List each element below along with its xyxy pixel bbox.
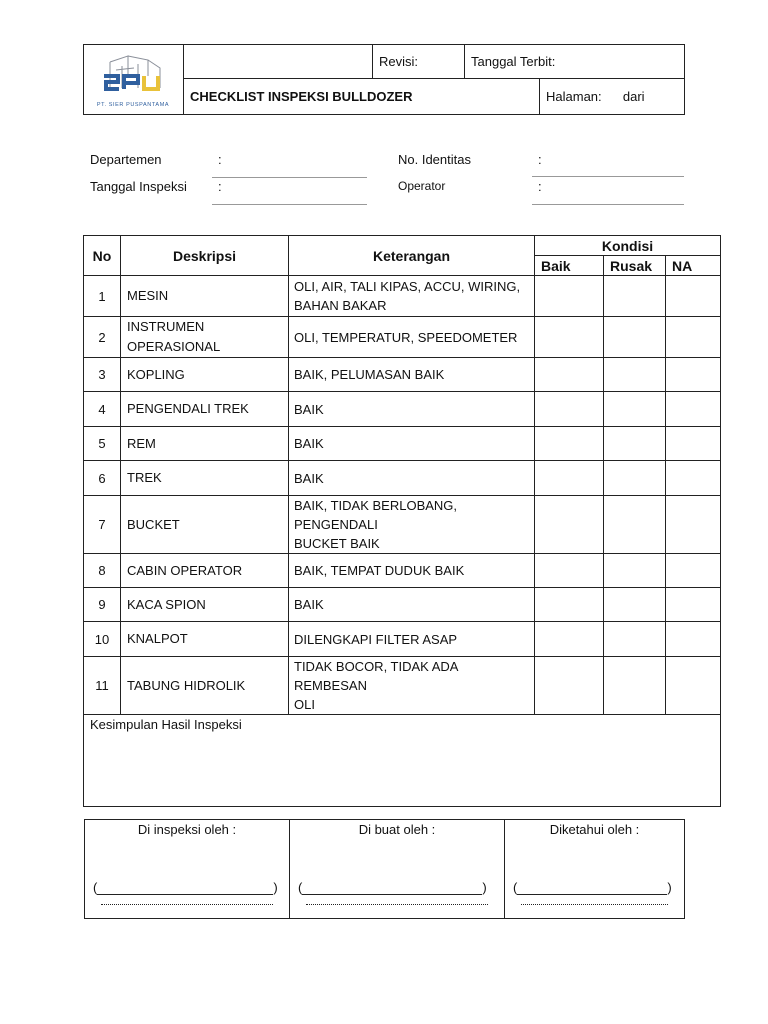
remarks-line: BAHAN BAKAR [294,298,387,313]
condition-good-cell[interactable] [535,427,604,461]
operator-colon: : [538,179,542,194]
remarks-line: BAIK, TIDAK BERLOBANG, [294,498,458,513]
inspector-name-line: ( ) [93,880,278,895]
row-remarks [289,427,535,461]
identity-number-colon: : [538,152,542,167]
remarks-line: BAIK, TEMPAT DUDUK BAIK [294,563,465,578]
header-no: No [84,236,121,276]
condition-na-cell[interactable] [666,657,721,715]
row-number: 2 [84,317,121,358]
description-line: CABIN OPERATOR [127,562,243,578]
remarks-line: TIDAK BOCOR, TIDAK ADA REMBESAN [294,659,458,693]
row-remarks [289,392,535,427]
conclusion-label: Kesimpulan Hasil Inspeksi [90,717,242,732]
description-line: MESIN [127,288,169,303]
row-remarks [289,622,535,657]
condition-na-cell[interactable] [666,358,721,392]
row-remarks [289,496,535,554]
checklist-body [84,276,721,715]
remarks-line: BAIK, PELUMASAN BAIK [294,367,445,382]
row-number: 11 [84,657,121,715]
logo-company-text: PT. SIER PUSPANTAMA [96,102,170,108]
condition-na-cell[interactable] [666,554,721,588]
remarks-line: BAIK [294,436,324,451]
condition-damaged-cell[interactable] [604,657,666,715]
document-title: CHECKLIST INSPEKSI BULLDOZER [184,79,540,115]
row-description [121,461,289,496]
condition-damaged-cell[interactable] [604,317,666,358]
inspected-by-label: Di inspeksi oleh : [137,822,237,837]
row-number: 4 [84,392,121,427]
page-info [540,79,685,115]
row-description [121,392,289,427]
condition-na-cell[interactable] [666,276,721,317]
issue-date-label: Tanggal Terbit: [465,45,685,79]
department-colon: : [218,152,222,167]
condition-na-cell[interactable] [666,461,721,496]
row-description [121,358,289,392]
identity-number-field[interactable] [532,176,684,177]
operator-field[interactable] [532,204,684,205]
row-description [121,317,289,358]
header-damaged: Rusak [604,256,666,276]
condition-good-cell[interactable] [535,588,604,622]
row-description [121,657,289,715]
remarks-line: OLI [294,697,315,712]
row-number: 10 [84,622,121,657]
remarks-line: OLI, AIR, TALI KIPAS, ACCU, WIRING, [294,279,521,294]
condition-na-cell[interactable] [666,588,721,622]
condition-good-cell[interactable] [535,622,604,657]
condition-na-cell[interactable] [666,622,721,657]
inspector-position-line [101,904,273,905]
signature-maker[interactable] [290,820,505,919]
checklist-table [83,235,721,807]
row-remarks [289,461,535,496]
description-line: KACA SPION [127,596,206,612]
condition-damaged-cell[interactable] [604,392,666,427]
row-remarks [289,657,535,715]
table-row [84,392,721,427]
header-description: Deskripsi [121,236,289,276]
table-row [84,427,721,461]
page-label: Halaman: [546,89,602,104]
acknowledger-name-line: ( ) [513,880,672,895]
condition-damaged-cell[interactable] [604,358,666,392]
table-row [84,358,721,392]
identity-number-label: No. Identitas [398,152,471,167]
row-description [121,622,289,657]
table-row [84,588,721,622]
condition-good-cell[interactable] [535,276,604,317]
inspection-date-label: Tanggal Inspeksi [90,179,187,194]
remarks-line: OLI, TEMPERATUR, SPEEDOMETER [294,329,518,345]
table-row [84,554,721,588]
condition-damaged-cell[interactable] [604,622,666,657]
condition-damaged-cell[interactable] [604,427,666,461]
condition-damaged-cell[interactable] [604,554,666,588]
row-remarks [289,317,535,358]
condition-damaged-cell[interactable] [604,588,666,622]
spu-letters-icon [104,76,158,89]
row-remarks [289,358,535,392]
condition-damaged-cell[interactable] [604,496,666,554]
condition-good-cell[interactable] [535,392,604,427]
table-row [84,496,721,554]
header-good: Baik [535,256,604,276]
row-number: 7 [84,496,121,554]
department-label: Departemen [90,152,162,167]
remarks-line: BUCKET BAIK [294,536,380,551]
row-remarks [289,276,535,317]
row-description [121,276,289,317]
remarks-line: BAIK [294,597,324,612]
condition-na-cell[interactable] [666,317,721,358]
signature-acknowledger[interactable] [505,820,685,919]
description-line: TREK [127,470,162,485]
row-remarks [289,588,535,622]
signature-inspector[interactable] [85,820,290,919]
remarks-line: DILENGKAPI FILTER ASAP [294,631,458,647]
header-na: NA [666,256,721,276]
condition-good-cell[interactable] [535,496,604,554]
remarks-line: PENGENDALI [294,517,378,532]
description-line: KOPLING [127,366,185,382]
row-remarks [289,554,535,588]
acknowledger-position-line [521,904,668,905]
condition-good-cell[interactable] [535,657,604,715]
header-remarks: Keterangan [289,236,535,276]
company-logo [88,48,178,110]
description-line: PENGENDALI TREK [127,401,249,416]
department-field[interactable] [212,177,367,178]
operator-label: Operator [398,179,446,193]
row-description [121,554,289,588]
table-row [84,317,721,358]
condition-good-cell[interactable] [535,554,604,588]
maker-position-line [306,904,488,905]
condition-na-cell[interactable] [666,392,721,427]
description-line: OPERASIONAL [127,339,221,354]
maker-name-line: ( ) [298,880,487,895]
condition-na-cell[interactable] [666,496,721,554]
description-line: KNALPOT [127,631,188,646]
conclusion-field[interactable] [84,715,721,807]
table-row [84,657,721,715]
row-number: 3 [84,358,121,392]
signature-table [84,819,685,919]
document-number-cell[interactable] [184,45,373,79]
row-number: 1 [84,276,121,317]
revision-label: Revisi: [373,45,465,79]
remarks-line: BAIK [294,401,324,417]
row-number: 9 [84,588,121,622]
condition-damaged-cell[interactable] [604,276,666,317]
description-line: INSTRUMEN [127,319,205,334]
row-number: 6 [84,461,121,496]
acknowledged-by-label: Diketahui oleh : [549,822,640,837]
row-description [121,588,289,622]
condition-damaged-cell[interactable] [604,461,666,496]
condition-na-cell[interactable] [666,427,721,461]
table-row [84,622,721,657]
condition-good-cell[interactable] [535,317,604,358]
table-row [84,461,721,496]
table-row [84,276,721,317]
row-description [121,427,289,461]
header-condition: Kondisi [535,236,721,256]
inspection-date-colon: : [218,179,222,194]
description-line: TABUNG HIDROLIK [127,677,246,693]
row-number: 5 [84,427,121,461]
made-by-label: Di buat oleh : [358,822,436,837]
description-line: REM [127,435,156,451]
inspection-date-field[interactable] [212,204,367,205]
description-line: BUCKET [127,516,180,532]
row-description [121,496,289,554]
condition-good-cell[interactable] [535,358,604,392]
row-number: 8 [84,554,121,588]
remarks-line: BAIK [294,470,324,486]
condition-good-cell[interactable] [535,461,604,496]
page-of-label: dari [622,89,645,104]
